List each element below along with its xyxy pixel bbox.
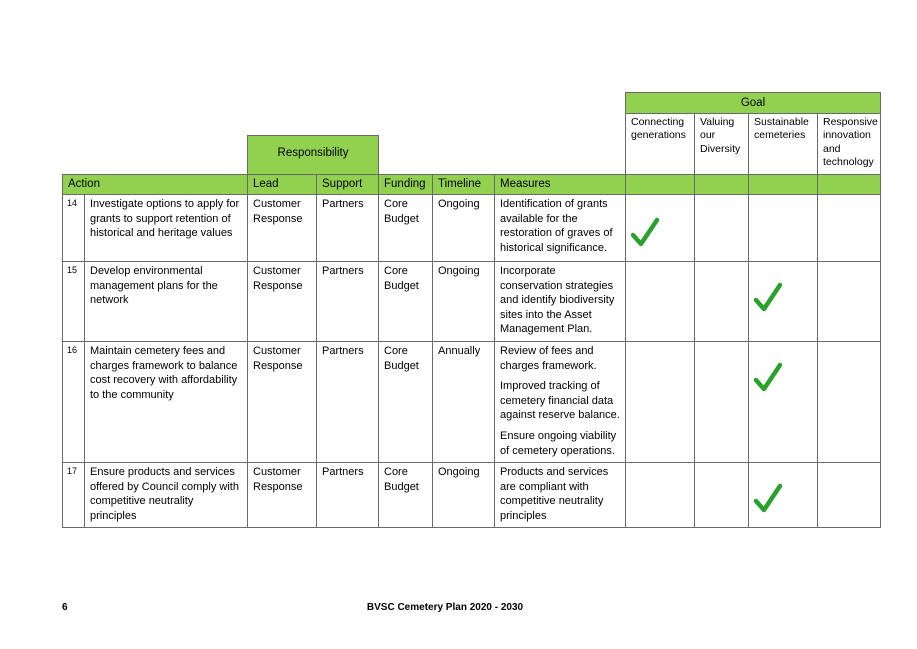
row-goal-3 (748, 194, 818, 262)
measure-text: Identification of grants available for the restoration of graves of historical significance. (500, 198, 613, 254)
row-goal-2 (694, 341, 749, 463)
responsibility-header: Responsibility (247, 135, 379, 175)
row-number: 14 (62, 194, 85, 262)
measure-text: Review of fees and charges framework. (500, 345, 597, 372)
goal-responsive-innovation: Responsive innovation and technology (817, 113, 881, 175)
measure-text: Ensure ongoing viability of cemetery operations. (500, 429, 617, 457)
column-header-goal-3 (748, 174, 818, 195)
row-goal-2 (694, 194, 749, 262)
row-lead: Customer Response (247, 341, 317, 463)
column-header-funding: Funding (378, 174, 433, 195)
row-goal-3 (748, 462, 818, 528)
row-goal-4 (817, 194, 881, 262)
goal-valuing-diversity: Valuing our Diversity (694, 113, 749, 175)
column-header-action: Action (62, 174, 248, 195)
row-measures (494, 341, 626, 463)
row-funding: Core Budget (378, 194, 433, 262)
row-goal-3 (748, 341, 818, 463)
row-goal-3 (748, 261, 818, 342)
row-action: Ensure products and services offered by Council comply with competitive neutrality principles (84, 462, 248, 528)
column-header-support: Support (316, 174, 379, 195)
row-measures (494, 194, 626, 262)
checkmark-icon (630, 217, 660, 249)
row-support: Partners (316, 261, 379, 342)
row-lead: Customer Response (247, 194, 317, 262)
measure-text: Improved tracking of cemetery financial data against reserve balance. (500, 380, 620, 422)
row-action: Develop environmental management plans for the network (84, 261, 248, 342)
column-header-goal-2 (694, 174, 749, 195)
row-goal-1 (625, 194, 695, 262)
column-header-goal-4 (817, 174, 881, 195)
row-support: Partners (316, 194, 379, 262)
column-header-timeline: Timeline (432, 174, 495, 195)
row-goal-1 (625, 462, 695, 528)
goal-header-label: Goal (740, 97, 766, 109)
checkmark-icon (753, 483, 783, 515)
row-number: 16 (62, 341, 85, 463)
row-support: Partners (316, 341, 379, 463)
page-number: 6 (62, 602, 68, 613)
column-header-measures: Measures (494, 174, 626, 195)
row-number: 17 (62, 462, 85, 528)
column-header-lead: Lead (247, 174, 317, 195)
row-timeline: Annually (432, 341, 495, 463)
checkmark-icon (753, 362, 783, 394)
row-action: Investigate options to apply for grants to support retention of historical and heritage values (84, 194, 248, 262)
measure-text: Incorporate conservation strategies and identify biodiversity sites into the Asset Management Plan. (500, 265, 615, 336)
row-support: Partners (316, 462, 379, 528)
row-goal-2 (694, 462, 749, 528)
goal-sustainable-cemeteries: Sustainable cemeteries (748, 113, 818, 175)
row-measures (494, 462, 626, 528)
document-title: BVSC Cemetery Plan 2020 - 2030 (366, 602, 524, 613)
row-goal-4 (817, 261, 881, 342)
measure-text: Products and services are compliant with competitive neutrality principles (500, 466, 609, 522)
row-goal-4 (817, 462, 881, 528)
row-timeline: Ongoing (432, 194, 495, 262)
row-funding: Core Budget (378, 261, 433, 342)
row-number: 15 (62, 261, 85, 342)
row-goal-1 (625, 261, 695, 342)
row-goal-2 (694, 261, 749, 342)
checkmark-icon (753, 282, 783, 314)
row-action: Maintain cemetery fees and charges framework to balance cost recovery with affordability to the community (84, 341, 248, 463)
row-funding: Core Budget (378, 341, 433, 463)
goal-header (625, 92, 881, 114)
row-lead: Customer Response (247, 462, 317, 528)
column-header-goal-1 (625, 174, 695, 195)
row-measures (494, 261, 626, 342)
row-funding: Core Budget (378, 462, 433, 528)
row-lead: Customer Response (247, 261, 317, 342)
row-timeline: Ongoing (432, 261, 495, 342)
row-goal-1 (625, 341, 695, 463)
row-timeline: Ongoing (432, 462, 495, 528)
goal-connecting-generations: Connecting generations (625, 113, 695, 175)
row-goal-4 (817, 341, 881, 463)
